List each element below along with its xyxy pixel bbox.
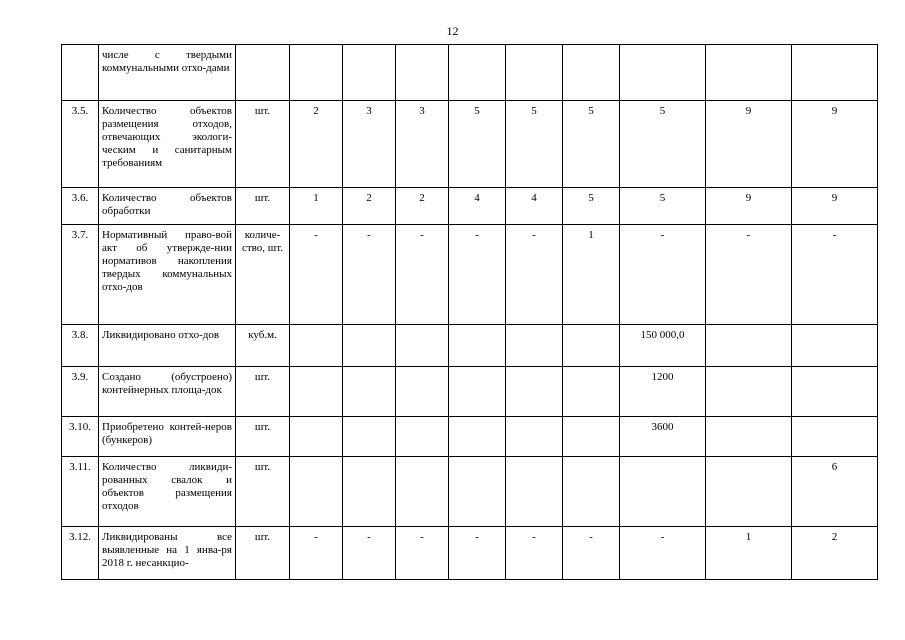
- table-row: [62, 367, 878, 417]
- table-row: [62, 45, 878, 101]
- value-cell: 5: [506, 101, 563, 188]
- value-cell: 5: [449, 101, 506, 188]
- value-cell: [706, 325, 792, 367]
- value-cell: 1: [706, 527, 792, 580]
- table-row: [62, 188, 878, 225]
- value-cell: -: [396, 225, 449, 325]
- value-cell: [792, 367, 878, 417]
- value-cell: [506, 367, 563, 417]
- table-row: [62, 457, 878, 527]
- unit-of-measure: [236, 45, 290, 101]
- value-cell: 3: [343, 101, 396, 188]
- indicator-description: Создано (обустроено) контейнерных площа-док: [99, 367, 236, 417]
- value-cell: [792, 417, 878, 457]
- value-cell: [563, 457, 620, 527]
- indicator-description: Приобретено контей-неров (бункеров): [99, 417, 236, 457]
- row-number: 3.5.: [62, 101, 99, 188]
- value-cell: 2: [290, 101, 343, 188]
- value-cell: [792, 325, 878, 367]
- value-cell: [396, 325, 449, 367]
- value-cell: -: [506, 225, 563, 325]
- value-cell: [620, 45, 706, 101]
- table-body: [62, 45, 878, 580]
- unit-of-measure: шт.: [236, 457, 290, 527]
- value-cell: [563, 325, 620, 367]
- row-number: 3.12.: [62, 527, 99, 580]
- value-cell: [290, 457, 343, 527]
- value-cell: [449, 367, 506, 417]
- value-cell: 5: [620, 101, 706, 188]
- value-cell: 9: [706, 101, 792, 188]
- value-cell: [792, 45, 878, 101]
- row-number: 3.7.: [62, 225, 99, 325]
- value-cell: [449, 45, 506, 101]
- value-cell: -: [506, 527, 563, 580]
- value-cell: [706, 367, 792, 417]
- value-cell: 9: [792, 188, 878, 225]
- unit-of-measure: количе-ство, шт.: [236, 225, 290, 325]
- value-cell: [343, 457, 396, 527]
- value-cell: 5: [620, 188, 706, 225]
- value-cell: 6: [792, 457, 878, 527]
- value-cell: [343, 367, 396, 417]
- table-row: [62, 101, 878, 188]
- row-number: 3.8.: [62, 325, 99, 367]
- value-cell: 3600: [620, 417, 706, 457]
- value-cell: [563, 367, 620, 417]
- unit-of-measure: шт.: [236, 367, 290, 417]
- value-cell: -: [290, 527, 343, 580]
- indicator-description: Количество ликвиди-рованных свалок и объектов размещения отходов: [99, 457, 236, 527]
- indicator-description: Ликвидировано отхо-дов: [99, 325, 236, 367]
- indicator-description: Количество объектов обработки: [99, 188, 236, 225]
- unit-of-measure: шт.: [236, 188, 290, 225]
- row-number: 3.10.: [62, 417, 99, 457]
- value-cell: -: [706, 225, 792, 325]
- row-number: 3.11.: [62, 457, 99, 527]
- table-row: [62, 527, 878, 580]
- value-cell: [396, 45, 449, 101]
- value-cell: [620, 457, 706, 527]
- value-cell: [343, 45, 396, 101]
- value-cell: [343, 417, 396, 457]
- unit-of-measure: шт.: [236, 527, 290, 580]
- value-cell: 3: [396, 101, 449, 188]
- value-cell: [343, 325, 396, 367]
- value-cell: 5: [563, 188, 620, 225]
- indicator-description: Количество объектов размещения отходов, отвечающих экологи-ческим и санитарным требованиям: [99, 101, 236, 188]
- row-number: 3.9.: [62, 367, 99, 417]
- value-cell: 5: [563, 101, 620, 188]
- indicators-table: [61, 44, 878, 580]
- value-cell: 4: [449, 188, 506, 225]
- unit-of-measure: шт.: [236, 417, 290, 457]
- value-cell: [290, 45, 343, 101]
- indicator-description: Нормативный право-вой акт об утвержде-нии нормативов накопления твердых коммунальных отхо-дов: [99, 225, 236, 325]
- value-cell: [506, 325, 563, 367]
- value-cell: 9: [792, 101, 878, 188]
- value-cell: 9: [706, 188, 792, 225]
- value-cell: -: [396, 527, 449, 580]
- value-cell: 150 000,0: [620, 325, 706, 367]
- row-number: 3.6.: [62, 188, 99, 225]
- value-cell: -: [343, 225, 396, 325]
- value-cell: [506, 417, 563, 457]
- value-cell: -: [449, 225, 506, 325]
- table-row: [62, 325, 878, 367]
- value-cell: -: [343, 527, 396, 580]
- value-cell: [396, 457, 449, 527]
- value-cell: 1200: [620, 367, 706, 417]
- value-cell: [290, 417, 343, 457]
- value-cell: [706, 45, 792, 101]
- value-cell: [449, 417, 506, 457]
- value-cell: 2: [343, 188, 396, 225]
- value-cell: [706, 457, 792, 527]
- table-row: [62, 417, 878, 457]
- value-cell: [506, 457, 563, 527]
- value-cell: 1: [290, 188, 343, 225]
- unit-of-measure: шт.: [236, 101, 290, 188]
- value-cell: [449, 325, 506, 367]
- value-cell: [290, 325, 343, 367]
- value-cell: [396, 417, 449, 457]
- value-cell: 2: [396, 188, 449, 225]
- indicator-description: числе с твердыми коммунальными отхо-дами: [99, 45, 236, 101]
- value-cell: [396, 367, 449, 417]
- value-cell: [290, 367, 343, 417]
- table-row: [62, 225, 878, 325]
- value-cell: [506, 45, 563, 101]
- indicator-description: Ликвидированы все выявленные на 1 янва-ря 2018 г. несанкцио-: [99, 527, 236, 580]
- page-number: 12: [446, 24, 459, 38]
- value-cell: [563, 45, 620, 101]
- unit-of-measure: куб.м.: [236, 325, 290, 367]
- value-cell: [563, 417, 620, 457]
- value-cell: -: [449, 527, 506, 580]
- value-cell: [706, 417, 792, 457]
- value-cell: -: [792, 225, 878, 325]
- value-cell: 1: [563, 225, 620, 325]
- row-number: [62, 45, 99, 101]
- value-cell: -: [620, 527, 706, 580]
- value-cell: -: [290, 225, 343, 325]
- value-cell: 4: [506, 188, 563, 225]
- value-cell: -: [620, 225, 706, 325]
- value-cell: -: [563, 527, 620, 580]
- value-cell: 2: [792, 527, 878, 580]
- value-cell: [449, 457, 506, 527]
